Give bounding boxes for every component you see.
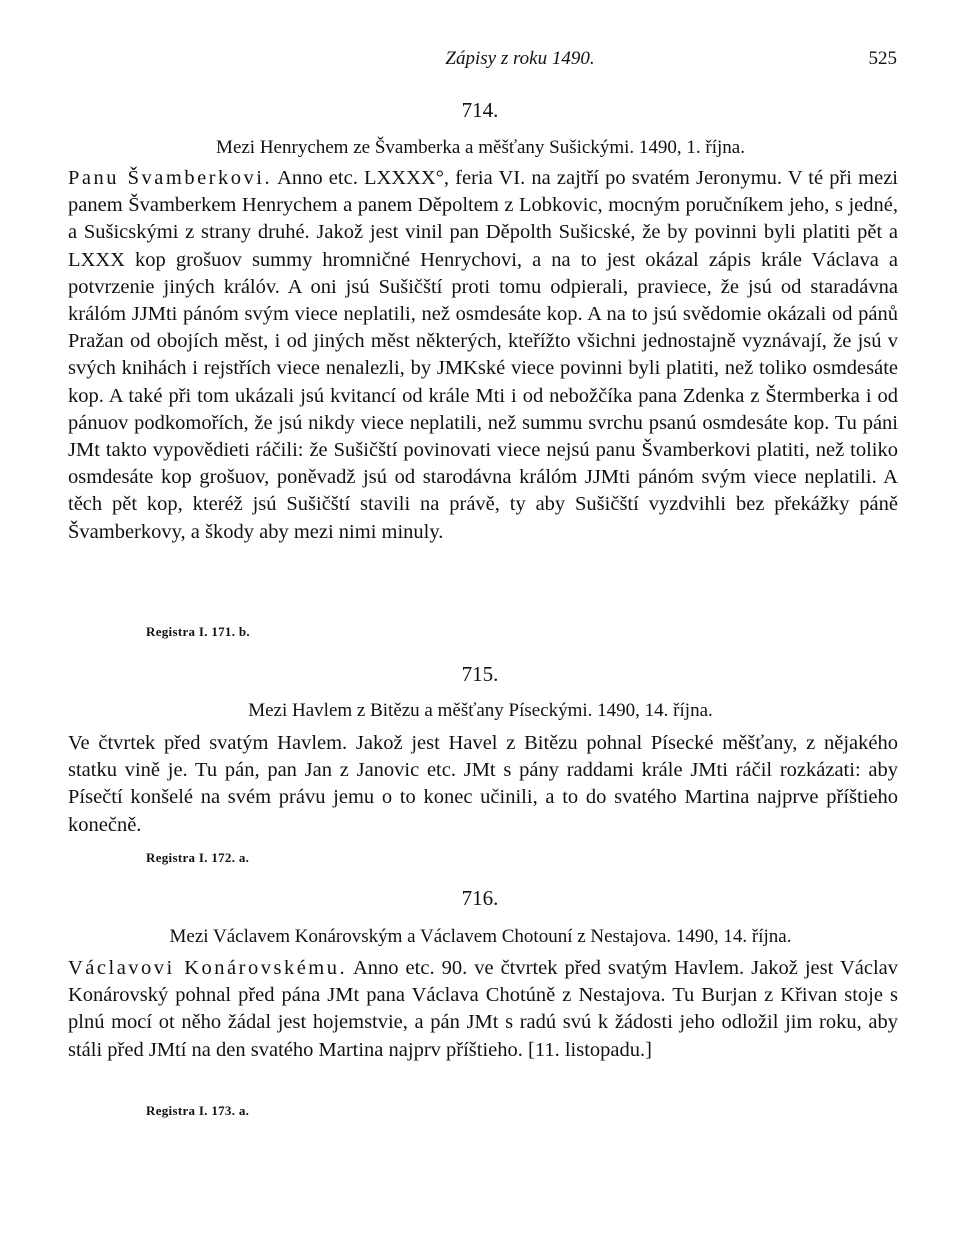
entry-addressee: Václavovi Konárovskému. [68, 957, 348, 979]
entry-number: 715. [461, 662, 499, 686]
entry-body [68, 955, 898, 1095]
entry-heading: Mezi Henrychem ze Švamberka a měšťany Sušickými. 1490, 1. října. [216, 137, 745, 158]
running-header [0, 48, 960, 72]
entry-number: 716. [461, 886, 499, 910]
source-note: Registra I. 172. a. [146, 850, 250, 865]
entry-body [68, 730, 898, 842]
entry-body [68, 165, 898, 621]
entry-text: Anno etc. 90. ve čtvrtek před svatým Havlem. Jakož jest Václav Konárovský pohnal před pána JMt pana Václava Chotúně z Nestajova. Tu Burjan z Křivan stoje s plnú mocí ot něho žádal jest hojemstvie, a pán JMt s radú svú k žádosti jeho odložil jim roku, aby stáli před JMtí na den svatého Martina najprv příštieho. [11. listopadu.] [68, 957, 898, 1061]
entry-text: Ve čtvrtek před svatým Havlem. Jakož jest Havel z Bitězu pohnal Písecké měšťany, z nějakého statku vině je. Tu pán, pan Jan z Janovic etc. JMt s pány raddami krále JMti ráčil rozkázati: aby Písečtí konšelé na svém právu jemu o to konec učinili, a to do svatého Martina najprve příštieho konečně. [68, 732, 898, 836]
entry-addressee: Panu Švamberkovi. [68, 167, 273, 189]
entry-heading: Mezi Václavem Konárovským a Václavem Chotouní z Nestajova. 1490, 14. října. [169, 926, 792, 947]
source-note: Registra I. 173. a. [146, 1103, 250, 1118]
page-number: 525 [868, 48, 897, 69]
source-note: Registra I. 171. b. [146, 624, 250, 639]
entry-heading: Mezi Havlem z Bitězu a měšťany Píseckými. 1490, 14. října. [248, 700, 713, 721]
running-title: Zápisy z roku 1490. [445, 48, 595, 69]
entry-text: Anno etc. LXXXX°, feria VI. na zajtří po svatém Jeronymu. V té při mezi panem Švamberkem Henrychem a panem Děpoltem z Lobkovic, mocným poručníkem jeho, s jedné, a Sušicskými z strany druhé. Jakož jest vinil pan Děpolth Sušicské, že by povinni byli platiti pět a LXXX kop grošuov summy hromničné Henrychovi, a na to jest okázal zápis krále Václava a potvrzenie jiných králóv. A oni jsú Sušičští proti tomu odpierali, praviece, že jsú od staradávna králóm JJMti pánóm svým viece neplatili, než osmdesáte kop. A na to jsú svědomie okázali od pánů Pražan od obojích měst, i od jiných měst některých, kteřížto všichni jednostajně vyznávají, že jsú v svých knihách i rejstřích viece nenalezli, by JMKské viece povinni byli platiti, než toliko osmdesáte kop. A také při tom ukázali jsú kvitancí od krále Mti i od nebožčíka pana Zdenka z Štermberka i od pánuov podkomořích, že jsú nikdy viece neplatili, než summu svrchu psanú osmdesáte kop. Tu páni JMt takto vypovědieti ráčili: že Sušičští povinovati viece nejsú panu Švamberkovi platiti, než toliko osmdesáte kop grošuov, poněvadž jsú od starodávna králóm JJMti pánóm svým viece neplatili. A těch pět kop, kteréž jsú Sušičští stavili na právě, ty aby Sušičští vyzdvihli bez překážky páně Švamberkovy, a škody aby mezi nimi minuly. [68, 167, 898, 543]
entry-number: 714. [461, 98, 499, 122]
